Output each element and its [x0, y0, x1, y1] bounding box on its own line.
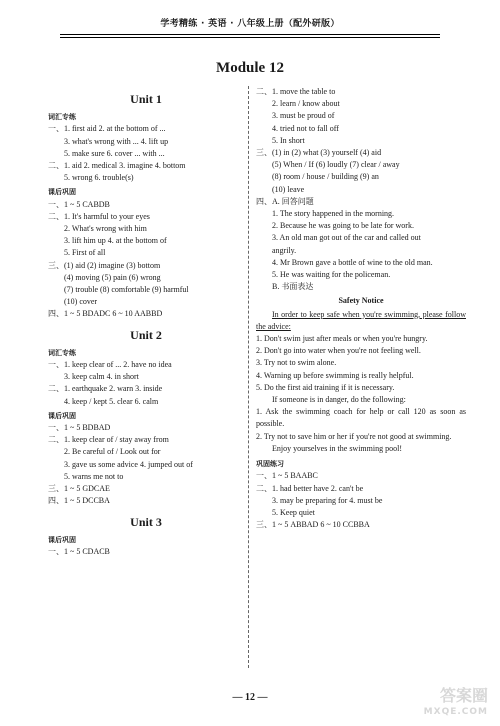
- practice-list: [256, 470, 466, 531]
- practice-label: 巩固练习: [256, 460, 284, 469]
- unit2-vocab-list: [48, 359, 244, 408]
- answer-line: 4. keep / kept 5. clear 6. calm: [64, 396, 159, 406]
- unit3-title: Unit 3: [130, 514, 162, 529]
- answer-line: 一、1. first aid 2. at the bottom of ...: [48, 124, 166, 134]
- answer-line: (10) cover: [64, 297, 98, 307]
- answer-line: 5. First of all: [64, 248, 106, 258]
- answer-line: 3. may be preparing for 4. must be: [272, 495, 383, 505]
- notice-title: Safety Notice: [338, 296, 384, 306]
- notice-intro-text: In order to keep safe when you're swimming, please follow the advice:: [256, 309, 466, 331]
- answer-line: (10) leave: [272, 184, 305, 194]
- answer-line: (5) When / If (6) loudly (7) clear / away: [272, 160, 400, 170]
- answer-line: 一、1 ~ 5 CDACB: [48, 546, 110, 556]
- unit2-title: Unit 2: [130, 327, 162, 342]
- answer-line: (8) room / house / building (9) an: [272, 172, 379, 182]
- answer-line: 3. keep calm 4. in short: [64, 372, 139, 382]
- answer-line: 二、1. had better have 2. can't be: [256, 483, 364, 493]
- unit1-title: Unit 1: [130, 92, 162, 106]
- answer-line: (4) moving (5) pain (6) wrong: [64, 272, 161, 282]
- right-column: [256, 86, 466, 531]
- answer-line: 三、1 ~ 5 ABBAD 6 ~ 10 CCBBA: [256, 520, 370, 530]
- answer-line: 2. Because he was going to be late for work.: [272, 221, 414, 231]
- page-number: — 12 —: [232, 692, 268, 703]
- notice-item: 4. Warning up before swimming is really helpful.: [256, 370, 414, 380]
- notice-item: 1. Don't swim just after meals or when you're hungry.: [256, 334, 428, 344]
- continued-answers: [256, 86, 466, 293]
- unit1-after-label: 课后巩固: [48, 188, 76, 197]
- answer-line: 3. lift him up 4. at the bottom of: [64, 236, 167, 246]
- answer-line: 二、1. move the table to: [256, 87, 336, 96]
- answer-line: 5. warns me not to: [64, 471, 124, 481]
- unit1-vocab-label: 词汇专练: [48, 113, 76, 122]
- answer-line: 2. What's wrong with him: [64, 224, 147, 234]
- unit3-after-list: [48, 546, 244, 558]
- unit3-after-label: 课后巩固: [48, 535, 76, 544]
- header-rule-thin: [60, 37, 440, 38]
- answer-line: 5. Keep quiet: [272, 507, 315, 517]
- module-title: Module 12: [216, 60, 284, 76]
- answer-line: 一、1 ~ 5 BDBAD: [48, 423, 111, 433]
- answer-line: 一、1. keep clear of ... 2. have no idea: [48, 360, 172, 370]
- answer-line: 3. gave us some advice 4. jumped out of: [64, 459, 193, 469]
- answer-line: 四、1 ~ 5 BDADC 6 ~ 10 AABBD: [48, 309, 163, 319]
- answer-line: 二、1. It's harmful to your eyes: [48, 211, 150, 221]
- answer-line: 四、A. 回答问题: [256, 196, 314, 206]
- answer-line: 2. learn / know about: [272, 99, 340, 109]
- left-column: [48, 89, 244, 558]
- answer-line: 3. what's wrong with ... 4. lift up: [64, 136, 169, 146]
- watermark-main: 答案圈: [439, 686, 488, 705]
- unit1-vocab-list: [48, 123, 244, 184]
- answer-line: 一、1 ~ 5 CABDB: [48, 199, 110, 209]
- safety-notice: [256, 295, 466, 455]
- notice-item: 5. Do the first aid training if it is necessary.: [256, 382, 395, 392]
- column-divider: [248, 86, 249, 668]
- notice-item: 3. Try not to swim alone.: [256, 358, 337, 368]
- unit2-after-list: [48, 422, 244, 507]
- answer-line: 三、(1) aid (2) imagine (3) bottom: [48, 260, 161, 270]
- answer-line: angrily.: [272, 245, 297, 255]
- answer-line: B. 书面表达: [272, 282, 314, 292]
- answer-line: 5. make sure 6. cover ... with ...: [64, 148, 165, 158]
- answer-line: 4. Mr Brown gave a bottle of wine to the old man.: [272, 257, 433, 267]
- answer-line: 二、1. earthquake 2. warn 3. inside: [48, 384, 163, 394]
- header-rule-thick: [60, 34, 440, 35]
- notice-item: 2. Don't go into water when you're not feeling well.: [256, 346, 421, 356]
- answer-line: 三、(1) in (2) what (3) yourself (4) aid: [256, 148, 382, 158]
- answer-line: (7) trouble (8) comfortable (9) harmful: [64, 285, 189, 295]
- watermark-logo: [424, 688, 488, 720]
- answer-line: 2. Be careful of / Look out for: [64, 447, 161, 457]
- unit2-vocab-label: 词汇专练: [48, 348, 76, 357]
- answer-line: 1. The story happened in the morning.: [272, 209, 395, 219]
- notice-item: 1. Ask the swimming coach for help or call 120 as soon as possible.: [256, 407, 466, 429]
- watermark-sub: MXQE.COM: [423, 707, 488, 717]
- running-header: 学考精练 · 英语 · 八年级上册（配外研版）: [160, 19, 340, 29]
- answer-line: 5. He was waiting for the policeman.: [272, 270, 391, 280]
- notice-item: If someone is in danger, do the following:: [272, 395, 406, 405]
- unit2-after-label: 课后巩固: [48, 411, 76, 420]
- notice-intro: [256, 309, 466, 333]
- answer-line: 3. must be proud of: [272, 111, 335, 121]
- unit1-after-list: [48, 199, 244, 321]
- answer-line: 一、1 ~ 5 BAABC: [256, 471, 318, 481]
- answer-line: 4. tried not to fall off: [272, 123, 339, 133]
- answer-line: 二、1. aid 2. medical 3. imagine 4. bottom: [48, 161, 186, 171]
- answer-line: 三、1 ~ 5 GDCAE: [48, 484, 110, 494]
- answer-line: 四、1 ~ 5 DCCBA: [48, 496, 110, 506]
- notice-item: Enjoy yourselves in the swimming pool!: [272, 443, 402, 453]
- answer-line: 5. wrong 6. trouble(s): [64, 173, 134, 183]
- answer-line: 5. In short: [272, 135, 305, 145]
- answer-line: 3. An old man got out of the car and called out: [272, 233, 421, 243]
- notice-item: 2. Try not to save him or her if you're not good at swimming.: [256, 431, 452, 441]
- answer-line: 二、1. keep clear of / stay away from: [48, 435, 169, 445]
